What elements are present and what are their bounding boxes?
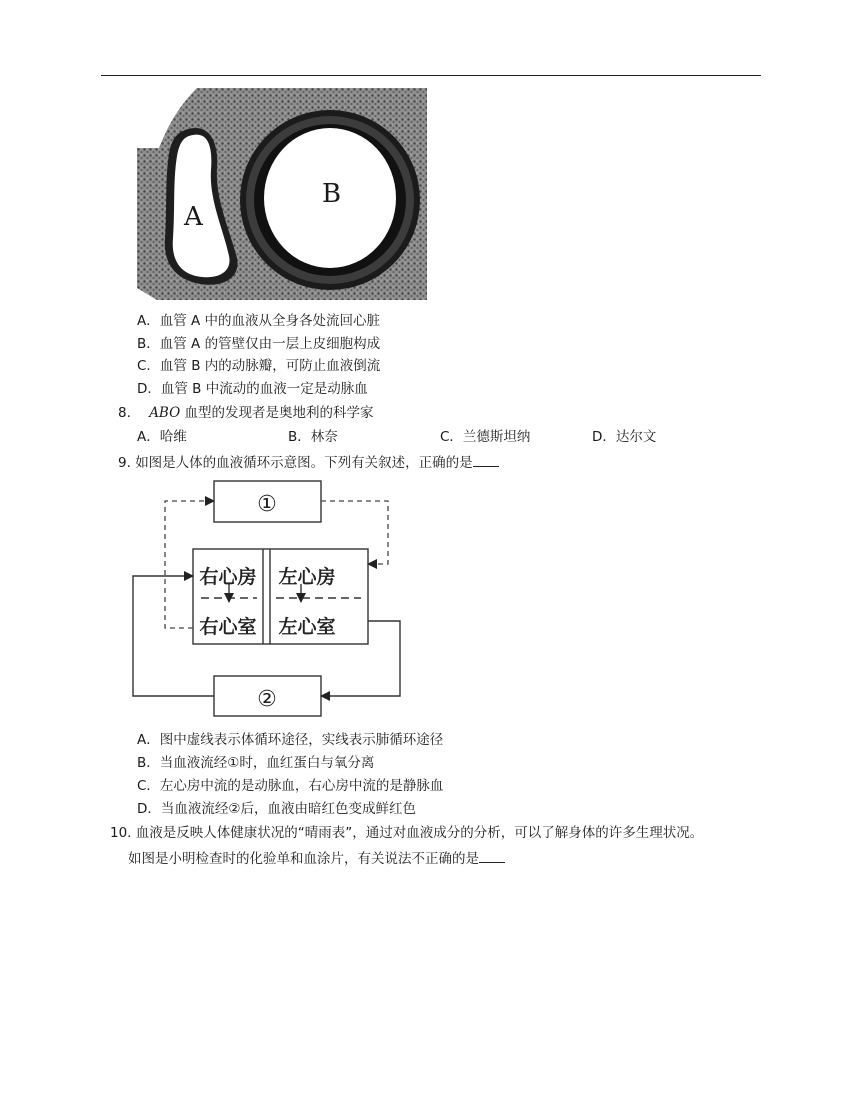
header-rule [101, 75, 761, 76]
box2-label: ② [257, 687, 277, 712]
q9-option-b: B．当血液流经①时，血红蛋白与氧分离 [137, 755, 375, 771]
q9-number: 9. [118, 455, 131, 471]
q9-stem [118, 453, 499, 472]
left-atrium-label: 左心房 [278, 566, 336, 588]
q9-option-d: D．当血液流经②后，血液由暗红色变成鲜红色 [137, 801, 416, 817]
vessel-label-b: B [322, 179, 342, 209]
q8-number: 8. [118, 405, 131, 421]
q10-answer-blank [479, 849, 505, 863]
vessel-label-a: A [184, 202, 203, 232]
q7-option-b: B．血管 A 的管壁仅由一层上皮细胞构成 [137, 336, 381, 352]
q7-option-d: D．血管 B 中流动的血液一定是动脉血 [137, 381, 368, 397]
q7-option-c: C．血管 B 内的动脉瓣，可防止血液倒流 [137, 358, 381, 374]
right-atrium-label: 右心房 [199, 566, 257, 588]
q9-option-c: C．左心房中流的是动脉血，右心房中流的是静脉血 [137, 778, 444, 794]
left-ventricle-label: 左心室 [278, 616, 336, 638]
box1-label: ① [257, 492, 277, 517]
q8-stem-text: 血型的发现者是奥地利的科学家 [180, 405, 374, 421]
q10-stem-line1 [110, 824, 703, 842]
q8-abo: ABO [149, 405, 181, 421]
right-ventricle-label: 右心室 [199, 616, 257, 638]
q8-option-c: C．兰德斯坦纳 [440, 429, 531, 445]
vessel-cross-section-figure [137, 88, 427, 300]
q9-answer-blank [473, 453, 499, 467]
q9-stem-text: 如图是人体的血液循环示意图。下列有关叙述，正确的是 [135, 455, 473, 471]
q10-stem-line2 [128, 849, 505, 868]
q8-option-d: D．达尔文 [592, 429, 657, 445]
q9-option-a: A．图中虚线表示体循环途径，实线表示肺循环途径 [137, 732, 444, 748]
q10-number: 10. [110, 825, 132, 841]
q8-option-a: A．哈维 [137, 429, 187, 445]
q7-option-a: A．血管 A 中的血液从全身各处流回心脏 [137, 313, 381, 329]
q8-option-b: B．林奈 [288, 429, 338, 445]
circulation-diagram [125, 476, 410, 722]
q10-line2-text: 如图是小明检查时的化验单和血涂片，有关说法不正确的是 [128, 851, 479, 867]
q10-line1-text: 血液是反映人体健康状况的“晴雨表”，通过对血液成分的分析，可以了解身体的许多生理状况。 [135, 825, 704, 841]
q8-stem [118, 404, 373, 422]
